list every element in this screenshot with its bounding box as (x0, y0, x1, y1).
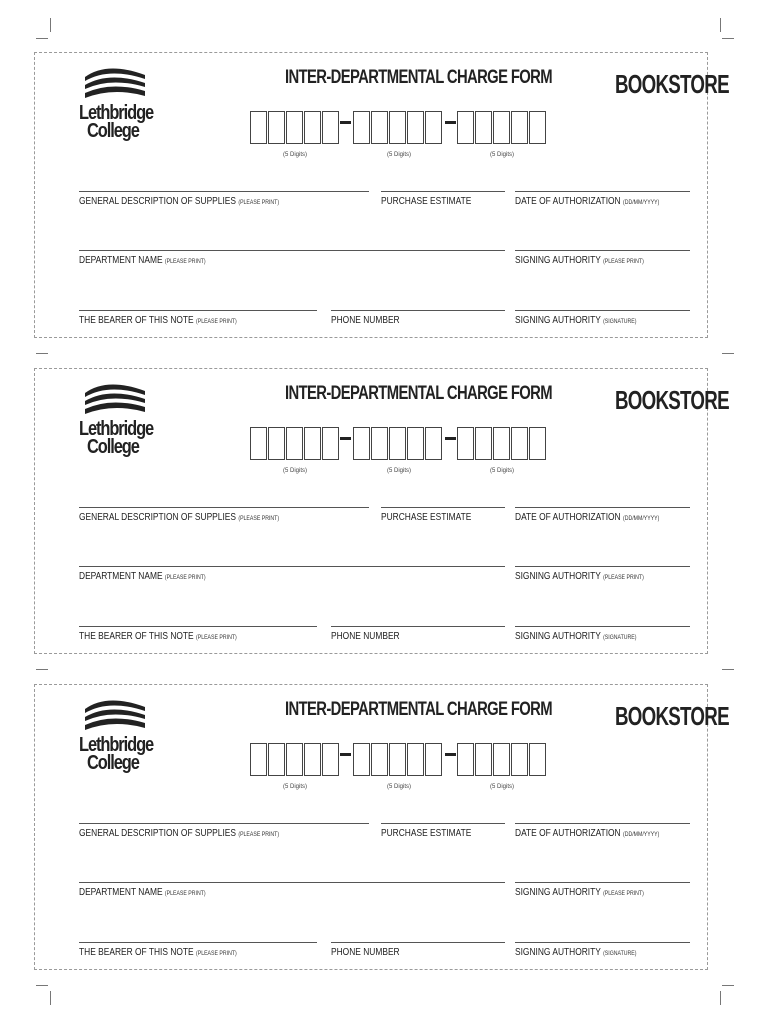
signing-authority-print-label: SIGNING AUTHORITY (PLEASE PRINT) (515, 254, 644, 266)
signing-authority-print-label: SIGNING AUTHORITY (PLEASE PRINT) (515, 886, 644, 898)
phone-number-field[interactable] (331, 310, 505, 311)
general-description-label: GENERAL DESCRIPTION OF SUPPLIES (PLEASE PRINT) (79, 827, 280, 839)
general-description-field[interactable] (79, 507, 369, 508)
crop-mark (722, 38, 734, 39)
digits-caption: (5 Digits) (490, 468, 515, 474)
bearer-field[interactable] (79, 626, 317, 627)
form-title: INTER-DEPARTMENTAL CHARGE FORM (285, 383, 552, 404)
digits-caption: (5 Digits) (283, 784, 308, 790)
department-name-field[interactable] (79, 566, 505, 567)
bearer-field[interactable] (79, 310, 317, 311)
purchase-estimate-field[interactable] (381, 507, 505, 508)
college-logo (75, 697, 155, 777)
department-name-field[interactable] (79, 250, 505, 251)
bearer-field[interactable] (79, 942, 317, 943)
signing-authority-print-field[interactable] (515, 566, 690, 567)
charge-form-2 (34, 368, 729, 654)
account-digits-group-3[interactable] (457, 743, 547, 776)
account-dash (445, 437, 456, 440)
crop-mark (36, 353, 48, 354)
account-digits-group-1[interactable] (250, 111, 340, 144)
account-digits-group-1[interactable] (250, 743, 340, 776)
crop-mark (36, 669, 48, 670)
digits-caption: (5 Digits) (490, 152, 515, 158)
purchase-estimate-field[interactable] (381, 191, 505, 192)
logo-text-line2: College (87, 752, 139, 774)
phone-number-label: PHONE NUMBER (331, 946, 400, 958)
crop-mark (722, 985, 734, 986)
digits-caption: (5 Digits) (387, 784, 412, 790)
date-of-authorization-field[interactable] (515, 507, 690, 508)
account-digits-group-2[interactable] (353, 743, 443, 776)
crop-mark (722, 669, 734, 670)
college-logo (75, 381, 155, 461)
date-of-authorization-label: DATE OF AUTHORIZATION (DD/MM/YYYY) (515, 511, 660, 523)
store-name: BOOKSTORE (615, 69, 729, 99)
account-dash (445, 121, 456, 124)
logo-text-line1: Lethbridge (79, 102, 154, 124)
account-digits-group-2[interactable] (353, 427, 443, 460)
signing-authority-signature-field[interactable] (515, 626, 690, 627)
signing-authority-print-field[interactable] (515, 250, 690, 251)
crop-mark (720, 991, 721, 1005)
crop-mark (50, 18, 51, 32)
date-of-authorization-label: DATE OF AUTHORIZATION (DD/MM/YYYY) (515, 827, 660, 839)
logo-text-line2: College (87, 436, 139, 458)
department-name-label: DEPARTMENT NAME (PLEASE PRINT) (79, 570, 206, 582)
signing-authority-signature-label: SIGNING AUTHORITY (SIGNATURE) (515, 630, 637, 642)
general-description-field[interactable] (79, 823, 369, 824)
crop-mark (50, 991, 51, 1005)
crop-mark (36, 985, 48, 986)
store-name: BOOKSTORE (615, 385, 729, 415)
signing-authority-signature-field[interactable] (515, 310, 690, 311)
college-logo (75, 65, 155, 145)
account-dash (340, 121, 351, 124)
general-description-label: GENERAL DESCRIPTION OF SUPPLIES (PLEASE PRINT) (79, 195, 280, 207)
account-dash (445, 753, 456, 756)
crop-mark (720, 18, 721, 32)
purchase-estimate-field[interactable] (381, 823, 505, 824)
logo-text-line1: Lethbridge (79, 734, 154, 756)
account-digits-group-2[interactable] (353, 111, 443, 144)
phone-number-label: PHONE NUMBER (331, 314, 400, 326)
logo-swoosh-icon (83, 697, 147, 733)
form-title: INTER-DEPARTMENTAL CHARGE FORM (285, 699, 552, 720)
date-of-authorization-field[interactable] (515, 823, 690, 824)
digits-caption: (5 Digits) (387, 152, 412, 158)
store-name: BOOKSTORE (615, 701, 729, 731)
department-name-field[interactable] (79, 882, 505, 883)
crop-mark (722, 353, 734, 354)
bearer-label: THE BEARER OF THIS NOTE (PLEASE PRINT) (79, 630, 237, 642)
charge-form-1 (34, 52, 729, 338)
signing-authority-print-label: SIGNING AUTHORITY (PLEASE PRINT) (515, 570, 644, 582)
charge-form-3 (34, 684, 729, 970)
department-name-label: DEPARTMENT NAME (PLEASE PRINT) (79, 886, 206, 898)
account-digits-group-3[interactable] (457, 427, 547, 460)
account-dash (340, 437, 351, 440)
digits-caption: (5 Digits) (283, 152, 308, 158)
signing-authority-print-field[interactable] (515, 882, 690, 883)
purchase-estimate-label: PURCHASE ESTIMATE (381, 827, 472, 839)
signing-authority-signature-label: SIGNING AUTHORITY (SIGNATURE) (515, 946, 637, 958)
digits-caption: (5 Digits) (387, 468, 412, 474)
account-dash (340, 753, 351, 756)
phone-number-field[interactable] (331, 626, 505, 627)
logo-swoosh-icon (83, 65, 147, 101)
phone-number-field[interactable] (331, 942, 505, 943)
account-digits-group-1[interactable] (250, 427, 340, 460)
crop-mark (36, 38, 48, 39)
account-digits-group-3[interactable] (457, 111, 547, 144)
logo-text-line1: Lethbridge (79, 418, 154, 440)
digits-caption: (5 Digits) (490, 784, 515, 790)
phone-number-label: PHONE NUMBER (331, 630, 400, 642)
general-description-field[interactable] (79, 191, 369, 192)
bearer-label: THE BEARER OF THIS NOTE (PLEASE PRINT) (79, 314, 237, 326)
department-name-label: DEPARTMENT NAME (PLEASE PRINT) (79, 254, 206, 266)
date-of-authorization-field[interactable] (515, 191, 690, 192)
date-of-authorization-label: DATE OF AUTHORIZATION (DD/MM/YYYY) (515, 195, 660, 207)
signing-authority-signature-field[interactable] (515, 942, 690, 943)
digits-caption: (5 Digits) (283, 468, 308, 474)
form-title: INTER-DEPARTMENTAL CHARGE FORM (285, 67, 552, 88)
logo-text-line2: College (87, 120, 139, 142)
general-description-label: GENERAL DESCRIPTION OF SUPPLIES (PLEASE PRINT) (79, 511, 280, 523)
signing-authority-signature-label: SIGNING AUTHORITY (SIGNATURE) (515, 314, 637, 326)
logo-swoosh-icon (83, 381, 147, 417)
purchase-estimate-label: PURCHASE ESTIMATE (381, 511, 472, 523)
bearer-label: THE BEARER OF THIS NOTE (PLEASE PRINT) (79, 946, 237, 958)
purchase-estimate-label: PURCHASE ESTIMATE (381, 195, 472, 207)
